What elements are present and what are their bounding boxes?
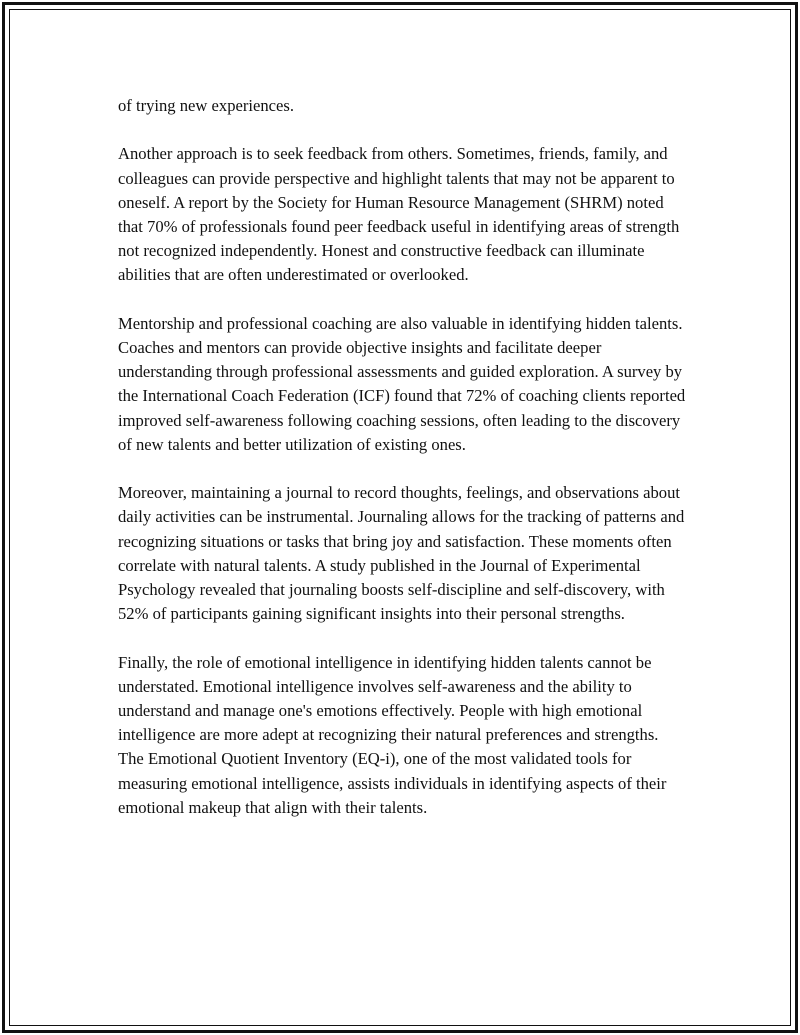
paragraph-continuation: of trying new experiences. [118,96,295,115]
paragraph-mentorship: Mentorship and professional coaching are also valuable in identifying hidden talents. Coaches and mentors can provide objective insights and facilitate deeper understanding through professional assessments and guided exploration. A survey by the International Coach Federation (ICF) found that 72% of coaching clients reported improved self-awareness following coaching sessions, often leading to the discovery of new talents and better utilization of existing ones. [118,313,686,454]
paragraph-emotional-intelligence: Finally, the role of emotional intelligence in identifying hidden talents cannot be understated. Emotional intelligence involves self-awareness and the ability to understand and manage one's emotions effectively. People with high emotional intelligence are more adept at recognizing their natural preferences and strengths. The Emotional Quotient Inventory (EQ-i), one of the most validated tools for measuring emotional intelligence, assists individuals in identifying aspects of their emotional makeup that align with their talents. [118,652,667,817]
paragraph-journaling: Moreover, maintaining a journal to record thoughts, feelings, and observations about daily activities can be instrumental. Journaling allows for the tracking of patterns and recognizing situations or tasks that bring joy and satisfaction. These moments often correlate with natural talents. A study published in the Journal of Experimental Psychology revealed that journaling boosts self-discipline and self-discovery, with 52% of participants gaining significant insights into their personal strengths. [118,483,685,624]
paragraph-feedback: Another approach is to seek feedback from others. Sometimes, friends, family, and colleagues can provide perspective and highlight talents that may not be apparent to oneself. A report by the Society for Human Resource Management (SHRM) noted that 70% of professionals found peer feedback useful in identifying areas of strength not recognized independently. Honest and constructive feedback can illuminate abilities that are often underestimated or overlooked. [118,144,680,285]
document-body [118,94,688,844]
